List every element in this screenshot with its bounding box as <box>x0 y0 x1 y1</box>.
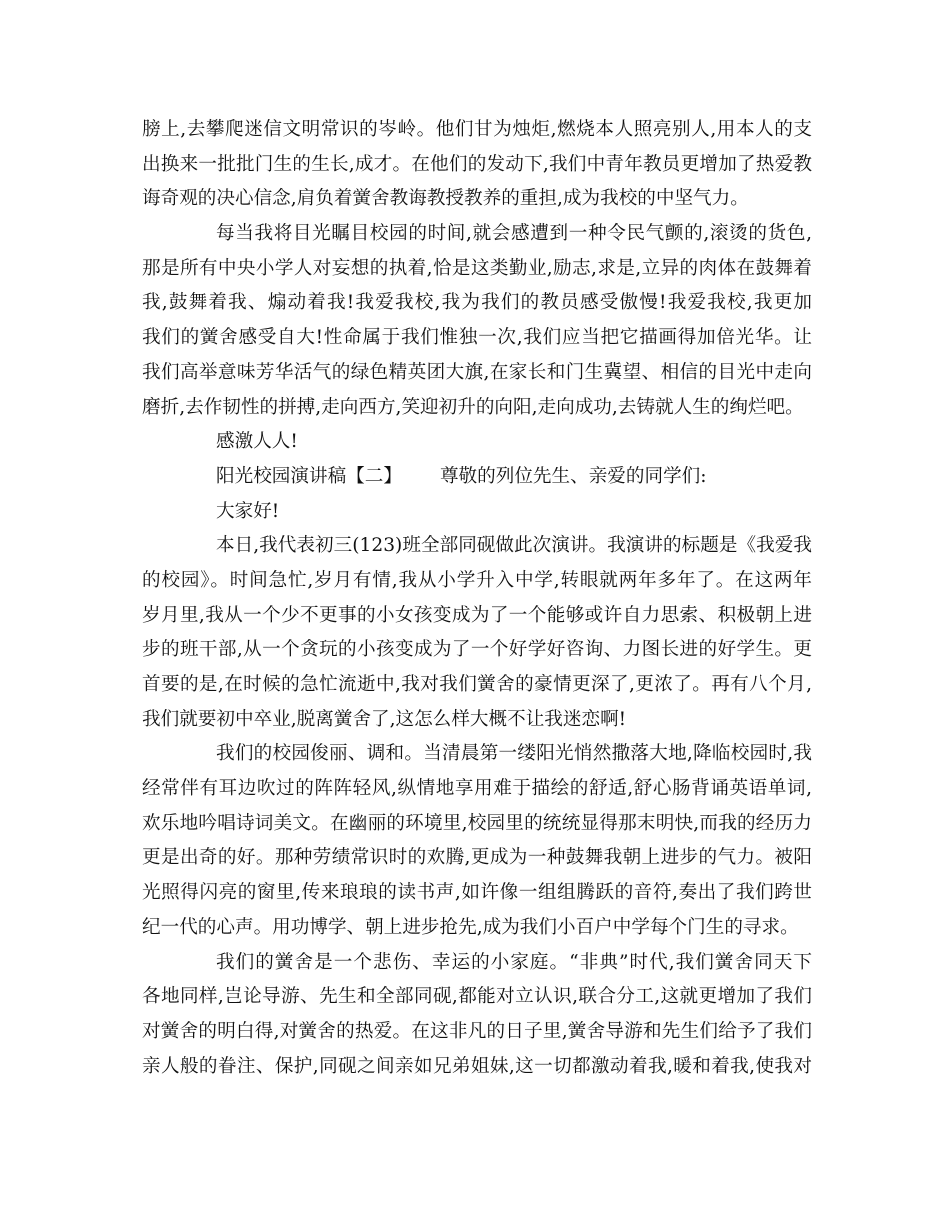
paragraph-line: 各地同样,岂论导游、先生和全部同砚,都能对立认识,联合分工,这就更增加了我们 <box>142 986 812 1008</box>
paragraph-line: 欢乐地吟唱诗词美文。在幽丽的环境里,校园里的统统显得那末明快,而我的经历力 <box>142 812 812 834</box>
paragraph-line: 首要的是,在时候的急忙流逝中,我对我们黉舍的豪情更深了,更浓了。再有八个月, <box>142 674 812 695</box>
paragraph-line: 本日,我代表初三(123)班全部同砚做此次演讲。我演讲的标题是《我爱我 <box>216 535 812 557</box>
paragraph-line: 我们的黉舍感受自大!性命属于我们惟独一次,我们应当把它描画得加倍光华。让 <box>142 327 812 349</box>
paragraph-line: 光照得闪亮的窗里,传来琅琅的读书声,如许像一组组腾跃的音符,奏出了我们跨世 <box>142 882 812 904</box>
section-heading-line <box>142 460 812 495</box>
paragraph-line: 出换来一批批门生的生长,成才。在他们的发动下,我们中青年教员更增加了热爱教 <box>142 153 812 175</box>
paragraph-line: 更是出奇的好。那种劳绩常识时的欢腾,更成为一种鼓舞我朝上进步的气力。被阳 <box>142 847 812 869</box>
salutation: 尊敬的列位先生、亲爱的同学们: <box>439 465 707 487</box>
paragraph-line: 膀上,去攀爬迷信文明常识的岑岭。他们甘为烛炬,燃烧本人照亮别人,用本人的支 <box>142 119 812 140</box>
paragraph-line: 对黉舍的明白得,对黉舍的热爱。在这非凡的日子里,黉舍导游和先生们给予了我们 <box>142 1020 812 1042</box>
closing-thanks: 感激人人! <box>216 431 298 453</box>
paragraph-line: 我,鼓舞着我、煽动着我!我爱我校,我为我们的教员感受傲慢!我爱我校,我更加 <box>142 292 812 314</box>
paragraph-line: 岁月里,我从一个少不更事的小女孩变成为了一个能够或许自力思索、积极朝上进 <box>142 604 812 626</box>
paragraph-line: 步的班干部,从一个贪玩的小孩变成为了一个好学好咨询、力图长进的好学生。更 <box>142 639 812 661</box>
greeting: 大家好! <box>216 500 280 522</box>
paragraph-line: 磨折,去作韧性的拼搏,走向西方,笑迎初升的向阳,走向成功,去铸就人生的绚烂吧。 <box>142 396 804 418</box>
paragraph-line: 纪一代的心声。用功博学、朝上进步抢先,成为我们小百户中学每个门生的寻求。 <box>142 916 799 938</box>
section-title: 阳光校园演讲稿【二】 <box>216 465 402 487</box>
paragraph-line: 的校园》。时间急忙,岁月有情,我从小学升入中学,转眼就两年多年了。在这两年 <box>142 569 812 591</box>
paragraph-line: 诲奇观的决心信念,肩负着黉舍教诲教授教养的重担,成为我校的中坚气力。 <box>142 188 749 210</box>
document-body <box>142 113 812 1084</box>
paragraph-line: 那是所有中央小学人对妄想的执着,恰是这类勤业,励志,求是,立异的肉体在鼓舞着 <box>142 257 812 279</box>
paragraph-line: 亲人般的眷注、保护,同砚之间亲如兄弟姐妹,这一切都激动着我,暖和着我,使我对 <box>142 1055 812 1077</box>
paragraph-line: 我们的校园俊丽、调和。当清晨第一缕阳光悄然撒落大地,降临校园时,我 <box>216 743 812 765</box>
paragraph-line: 我们的黉舍是一个悲伤、幸运的小家庭。“非典”时代,我们黉舍同天下 <box>216 951 812 973</box>
paragraph-line: 经常伴有耳边吹过的阵阵轻风,纵情地享用难于描绘的舒适,舒心肠背诵英语单词, <box>142 778 812 800</box>
paragraph-line: 我们就要初中卒业,脱离黉舍了,这怎么样大概不让我迷恋啊! <box>142 708 627 730</box>
paragraph-line: 我们高举意味芳华活气的绿色精英团大旗,在家长和门生冀望、相信的目光中走向 <box>142 361 812 383</box>
paragraph-line: 每当我将目光瞩目校园的时间,就会感遭到一种令民气颤的,滚烫的货色, <box>216 223 812 245</box>
